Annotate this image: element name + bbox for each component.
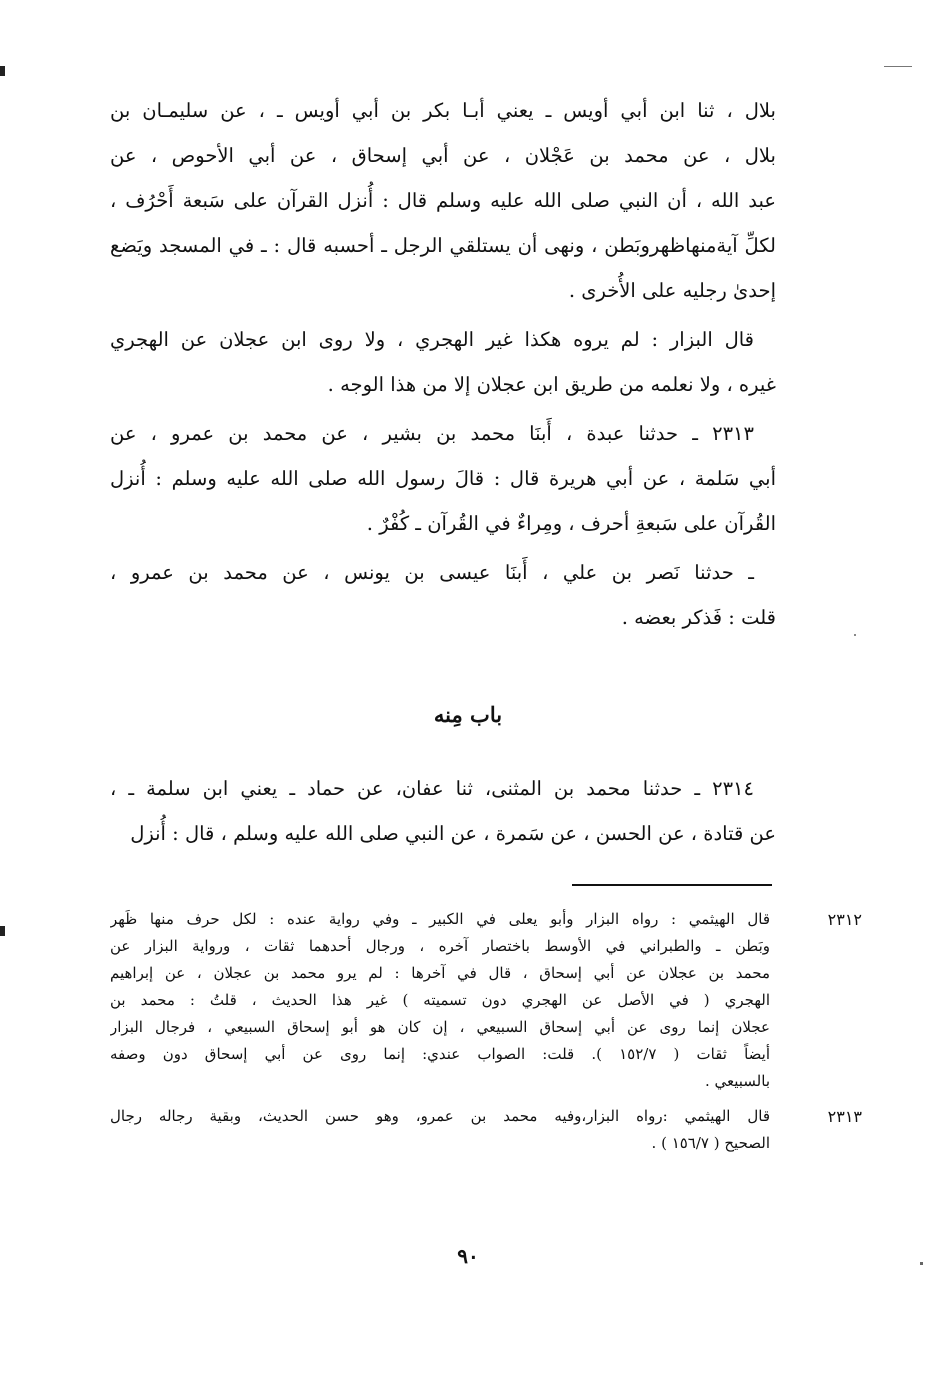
paragraph-4 <box>110 550 776 640</box>
footnote-number: ٢٣١٢ <box>827 910 862 929</box>
text-line: عن قتادة ، عن الحسن ، عن سَمرة ، عن النبي صلى الله عليه وسلم ، قال : أُنزل <box>130 822 776 845</box>
paragraph-2 <box>110 317 776 407</box>
scan-mark <box>0 926 5 936</box>
footnote-2312 <box>110 906 862 1095</box>
scan-mark <box>854 634 856 636</box>
section-heading: باب مِنه <box>433 702 503 727</box>
page-number: ٩٠ <box>457 1244 479 1268</box>
footnote-line: قال الهيثمي : رواه البزار وأبو يعلى في الكبير ـ وفي رواية عنده : لكل حرف منها ظَهر <box>110 910 770 928</box>
text-line: بلال ، ثنا ابن أبي أويس ـ يعني أبـا بكر بن أبي أويس ـ ، عن سليمـان بن <box>110 99 776 122</box>
text-line: قال البزار : لم يروه هكذا غير الهجري ، ولا روى ابن عجلان عن الهجري <box>110 328 754 351</box>
text-line: أبي سَلمة ، عن أبي هريرة قال : قالَ رسول الله صلى الله عليه وسلم : أُنزل <box>110 467 776 490</box>
text-line: ـ حدثنا نَصر بن علي ، أَبنَا عيسى بن يونس ، عن محمد بن عمرو ، <box>110 561 754 584</box>
main-text <box>110 88 776 640</box>
footnotes <box>110 906 862 1157</box>
footnote-line: أيضاً ثقات ( ١٥٢/٧ ). قلت: الصواب عندي: إنما روى عن أبي إسحاق دون وصفه <box>110 1045 770 1063</box>
footnote-line: الصحيح ( ١٥٦/٧ ) . <box>651 1134 770 1152</box>
text-line: لكلِّ آيةمنهاظهروبَطن ، ونهى أن يستلقي الرجل ـ أحسبه قال : ـ في المسجد ويَضع <box>110 234 776 257</box>
footnote-line: عجلان إنما روى عن أبي إسحاق السبيعي ، إن كان هو أبو إسحاق السبيعي ، فرجال البزار <box>110 1018 770 1036</box>
footnote-number: ٢٣١٣ <box>827 1107 862 1126</box>
scan-mark <box>884 66 912 67</box>
footnote-divider <box>572 884 772 886</box>
paragraph-1 <box>110 88 776 313</box>
hadith-2313 <box>110 411 776 546</box>
footnote-gap <box>110 1095 770 1103</box>
scan-mark <box>920 1262 923 1265</box>
text-line: غيره ، ولا نعلمه من طريق ابن عجلان إلا من هذا الوجه . <box>327 373 776 396</box>
scan-mark <box>0 66 5 76</box>
footnote-line: قال الهيثمي :رواه البزار،وفيه محمد بن عمرو، وهو حسن الحديث، وبقية رجاله رجال <box>110 1107 770 1125</box>
text-line: ٢٣١٣ ـ حدثنا عبدة ، أَبنَا محمد بن بشير ، عن محمد بن عمرو ، عن <box>110 422 754 445</box>
footnote-2313 <box>110 1103 862 1157</box>
text-line: قلت : فَذكر بعضه . <box>621 606 776 629</box>
text-line: ٢٣١٤ ـ حدثنا محمد بن المثنى، ثنا عفان، عن حماد ـ يعني ابن سلمة ـ ، <box>110 777 754 800</box>
section-text <box>110 766 776 856</box>
footnote-line: محمد بن عجلان عن أبي إسحاق ، قال في آخرها : لم يرو محمد بن عجلان ، عن إبراهيم <box>110 964 770 982</box>
footnote-line: بالسبيعي . <box>704 1072 770 1090</box>
footnote-line: وبَطن ـ والطبراني في الأوسط باختصار آخره ، ورجال أحدهما ثقات ، ورواية البزار عن <box>110 937 770 955</box>
text-line: إحدىٰ رجليه على الأُخرى . <box>568 279 776 302</box>
footnote-line: الهجري ( في الأصل عن الهجري دون تسميته ) غير هذا الحديث ، قلتُ : محمد بن <box>110 991 770 1009</box>
text-line: عبد الله ، أن النبي صلى الله عليه وسلم قال : أُنزل القرآن على سَبعة أَحْرُف ، <box>110 189 776 212</box>
text-line: القُرآن على سَبعةِ أحرف ، ومِراءٌ في القُرآن ـ كُفْرٌ . <box>366 512 776 535</box>
text-line: بلال ، عن محمد بن عَجْلان ، عن أبي إسحاق ، عن أبي الأحوص ، عن <box>110 144 776 167</box>
